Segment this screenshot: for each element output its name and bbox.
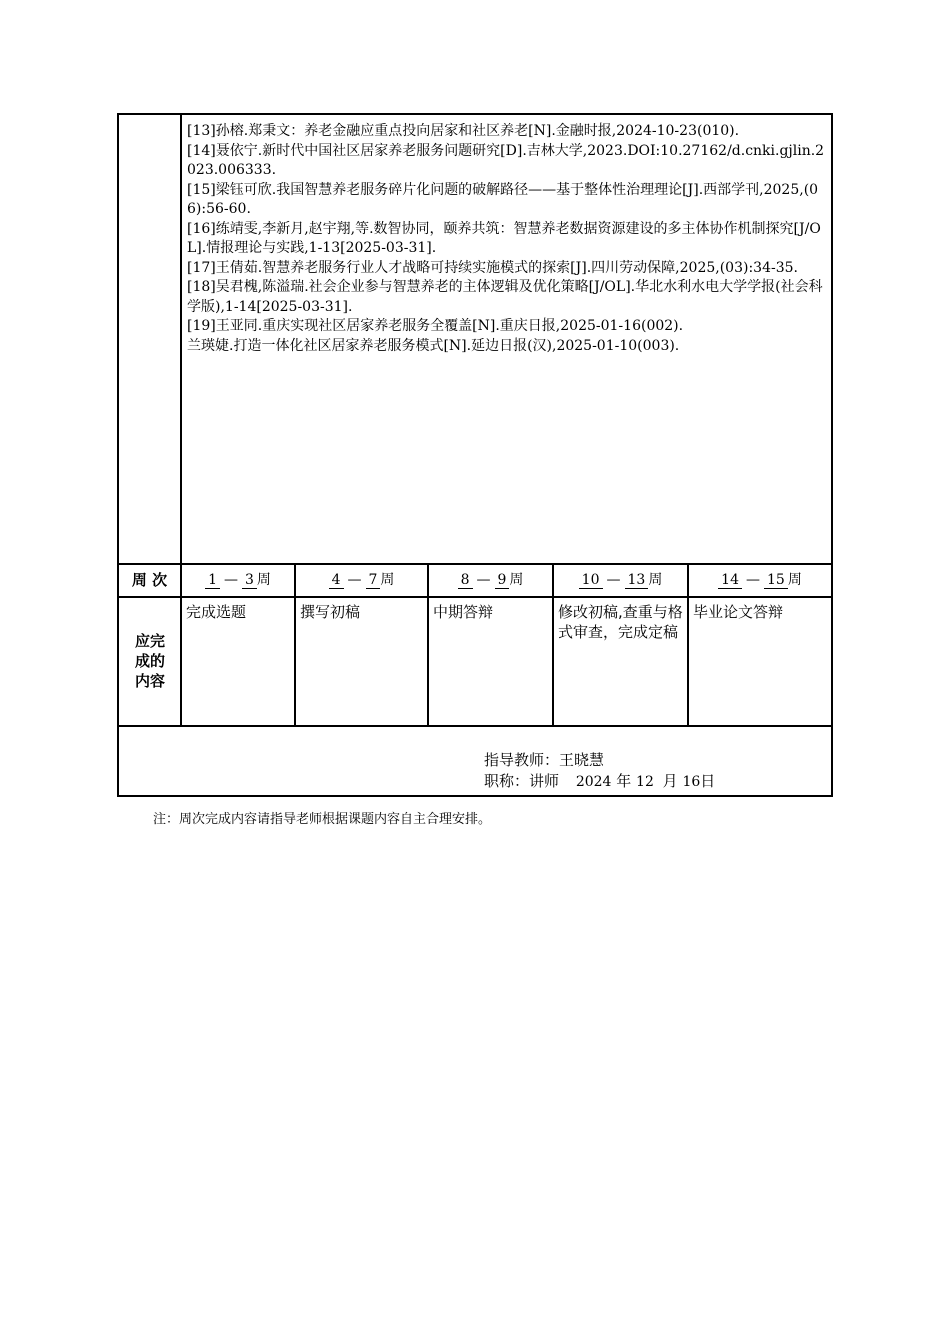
week-end: 3 (242, 572, 257, 589)
week-row-label: 周 次 (131, 571, 168, 589)
week-unit: 周 (256, 572, 271, 588)
footnote: 注：周次完成内容请指导老师根据课题内容自主合理安排。 (153, 812, 492, 827)
advisor-label: 指导教师： (484, 751, 560, 769)
week-range-3 (429, 565, 552, 596)
week-unit: 周 (787, 572, 802, 588)
week-unit: 周 (380, 572, 395, 588)
advisor-line (484, 750, 604, 771)
week-dash: — (606, 572, 621, 588)
week-start: 8 (458, 572, 473, 589)
week-end: 15 (764, 572, 788, 589)
week-end: 13 (625, 572, 649, 589)
sign-month-unit: 月 (662, 772, 678, 790)
title-value: 讲师 (529, 772, 560, 790)
week-range-1 (182, 565, 294, 596)
week-unit: 周 (648, 572, 663, 588)
reference-item: [13]孙榕.郑秉文：养老金融应重点投向居家和社区养老[N].金融时报,2024-10-23(010). (187, 123, 740, 139)
week-range-5 (689, 565, 831, 596)
sign-day-unit: 日 (700, 772, 716, 790)
reference-item: [15]梁钰可欣.我国智慧养老服务碎片化问题的破解路径——基于整体性治理理论[J].西部学刊,2025,(06):56-60. (187, 181, 819, 217)
task-cell: 毕业论文答辩 (693, 603, 784, 621)
reference-item: [18]吴君槐,陈溢瑞.社会企业参与智慧养老的主体逻辑及优化策略[J/OL].华北水利水电大学学报(社会科学版),1-14[2025-03-31]. (187, 279, 823, 315)
task-cell: 撰写初稿 (300, 603, 361, 621)
week-unit: 周 (509, 572, 524, 588)
sign-month: 12 (636, 774, 654, 790)
week-start: 1 (205, 572, 220, 589)
content-row-bottom-rule (119, 725, 831, 727)
week-start: 14 (718, 572, 742, 589)
week-end: 9 (495, 572, 510, 589)
reference-item: [19]王亚同.重庆实现社区居家养老服务全覆盖[N].重庆日报,2025-01-16(002). (187, 318, 684, 334)
sign-day: 16 (682, 774, 701, 790)
references-list (187, 122, 829, 356)
content-row-label: 应完成的内容 (134, 632, 165, 690)
week-range-4 (554, 565, 687, 596)
task-cell: 中期答辩 (433, 603, 494, 621)
reference-item: [17]王倩茹.智慧养老服务行业人才战略可持续实施模式的探索[J].四川劳动保障,2025,(03):34-35. (187, 259, 798, 276)
week-end: 7 (366, 572, 381, 589)
week-start: 10 (579, 572, 603, 589)
title-label: 职称： (484, 772, 530, 790)
task-cell: 完成选题 (186, 603, 247, 621)
week-start: 4 (329, 572, 344, 589)
advisor-name: 王晓慧 (559, 751, 605, 769)
reference-item: [16]练靖雯,李新月,赵宇翔,等.数智协同，颐养共筑：智慧养老数据资源建设的多主体协作机制探究[J/OL].情报理论与实践,1-13[2025-03-31]. (187, 220, 821, 256)
week-dash: — (347, 572, 362, 588)
sign-year-unit: 年 (616, 772, 632, 790)
task-table (117, 113, 833, 797)
task-cell: 修改初稿,查重与格式审查，完成定稿 (558, 603, 683, 641)
sign-year: 2024 (575, 774, 612, 790)
week-dash: — (476, 572, 491, 588)
week-range-2 (296, 565, 427, 596)
title-date-line (484, 771, 715, 793)
week-dash: — (224, 572, 238, 588)
reference-item: 兰瑛婕.打造一体化社区居家养老服务模式[N].延边日报(汉),2025-01-10(003). (187, 337, 680, 354)
reference-item: [14]聂依宁.新时代中国社区居家养老服务问题研究[D].吉林大学,2023.DOI:10.27162/d.cnki.gjlin.2023.006333. (187, 142, 825, 178)
week-dash: — (746, 572, 760, 588)
